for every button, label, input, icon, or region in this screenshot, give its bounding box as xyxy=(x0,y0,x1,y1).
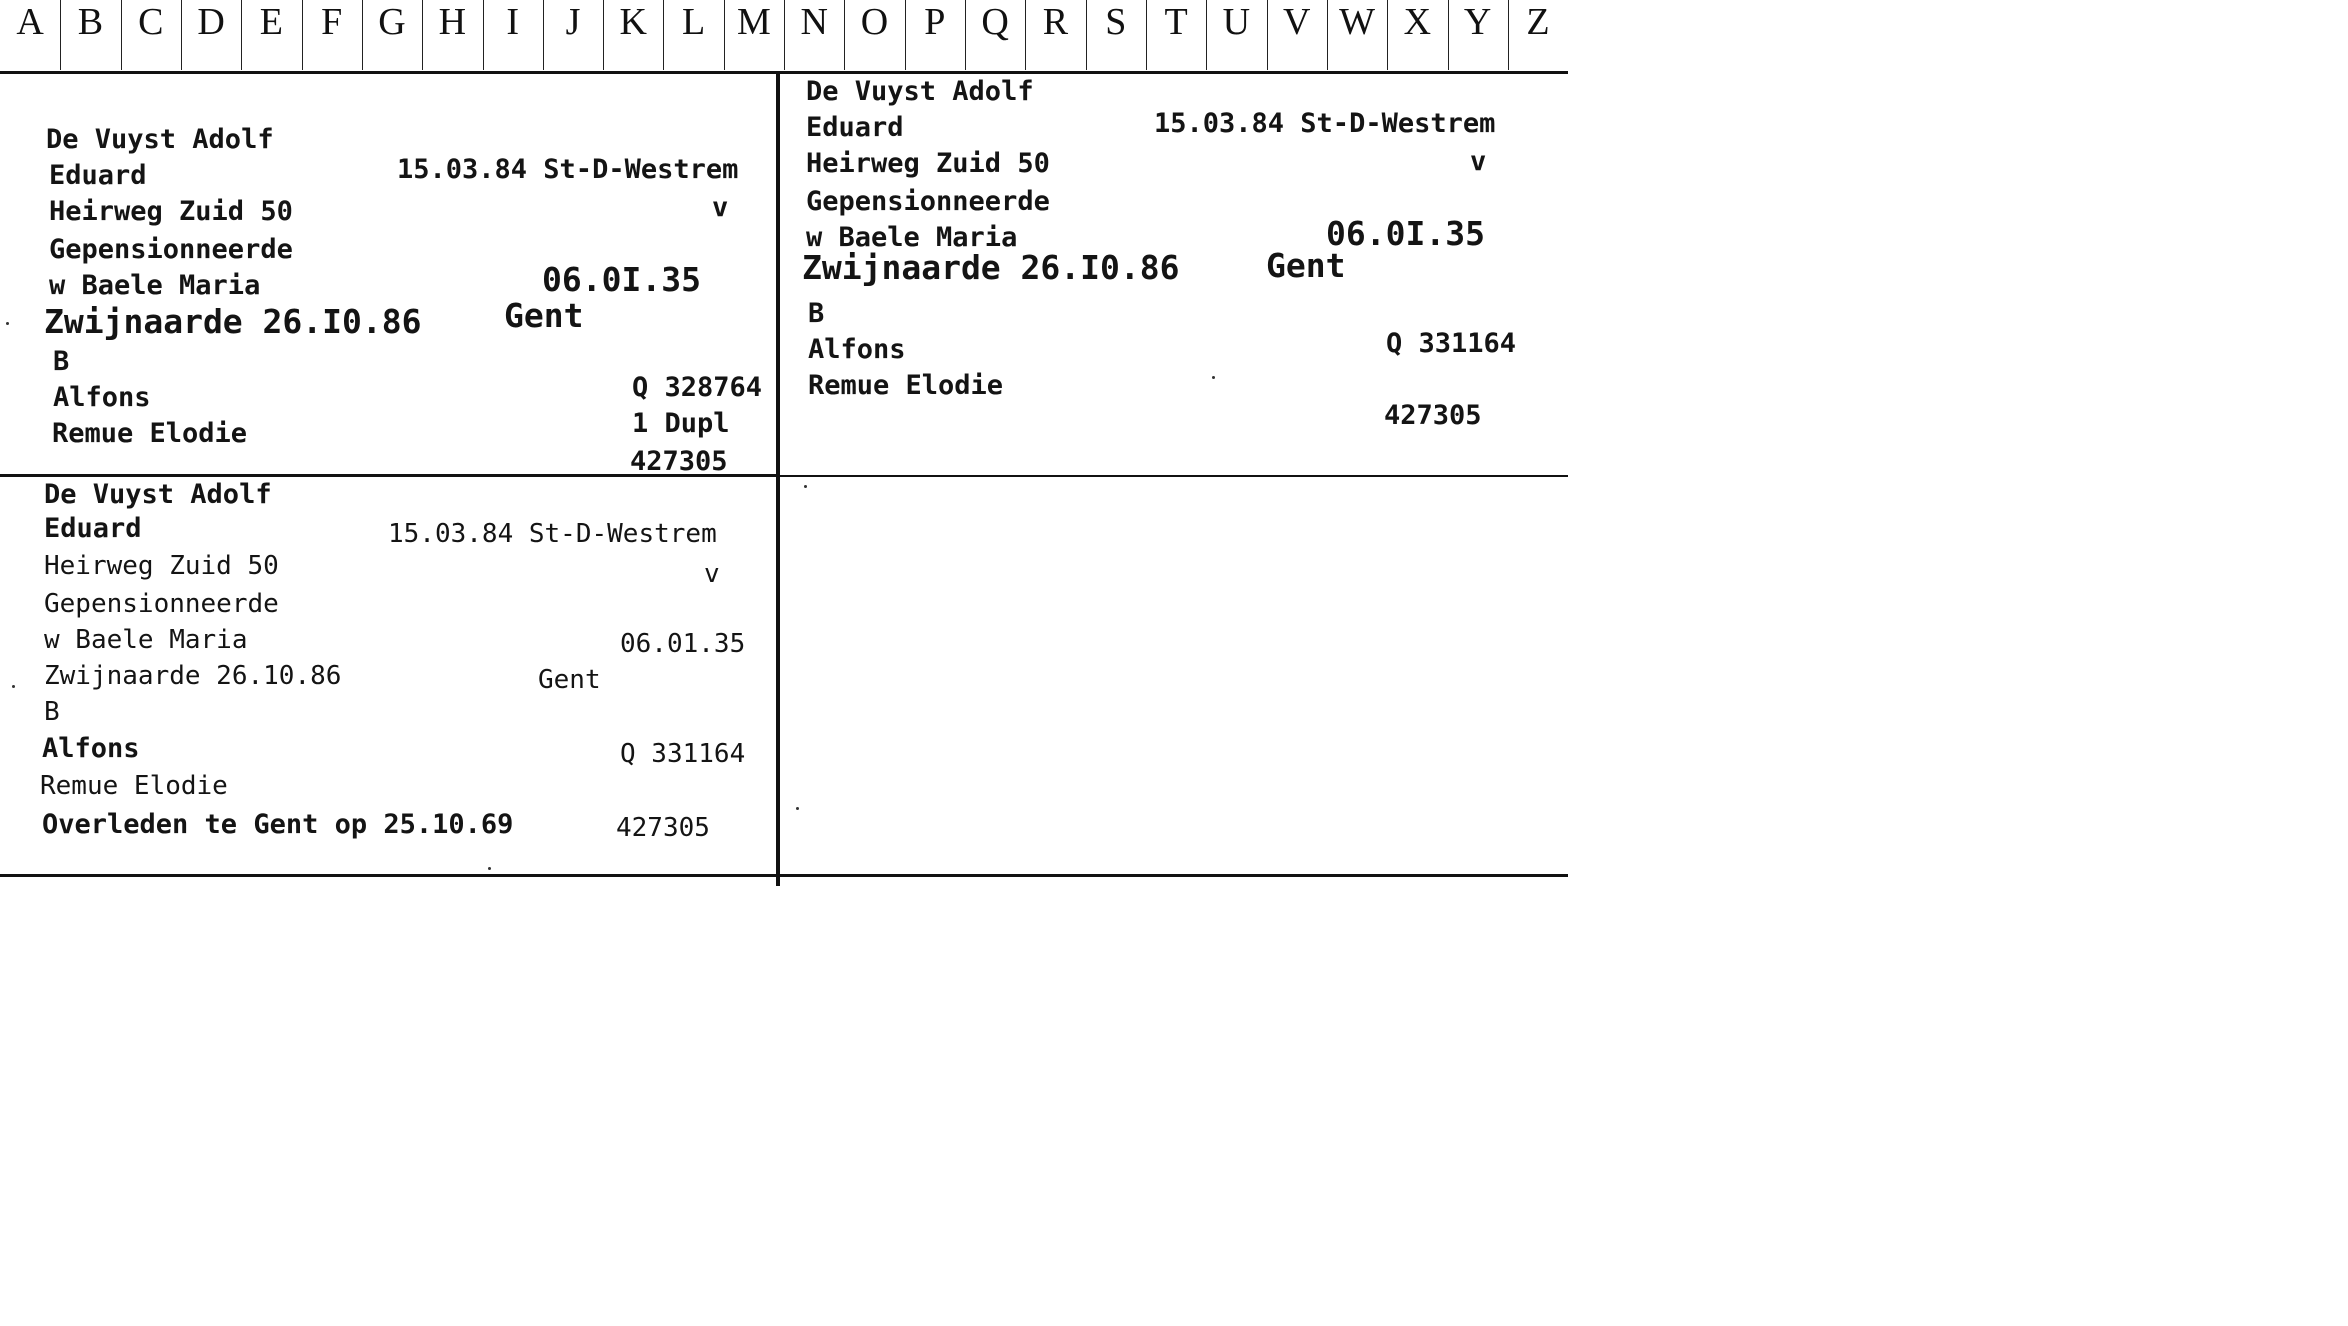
index-letter: J xyxy=(543,0,603,50)
card-marker: v xyxy=(704,559,720,589)
card-date-right: 06.01.35 xyxy=(620,629,746,659)
card-firstname: Eduard xyxy=(49,160,147,191)
card-ref: Q 331164 xyxy=(620,739,746,769)
index-letter: K xyxy=(603,0,663,50)
index-letter: B xyxy=(60,0,120,50)
card-occupation: Gepensionneerde xyxy=(806,186,1050,217)
card-occupation: Gepensionneerde xyxy=(44,589,279,619)
index-letter: M xyxy=(724,0,784,50)
record-card-top-right xyxy=(780,74,1568,474)
card-ref: Q 328764 xyxy=(632,372,763,403)
index-letter: Q xyxy=(965,0,1025,50)
card-letter: B xyxy=(53,346,70,377)
card-father: Alfons xyxy=(808,334,906,365)
card-marker: v xyxy=(712,192,729,223)
index-letter: D xyxy=(181,0,241,50)
index-letter: A xyxy=(16,1,44,43)
card-number: 427305 xyxy=(630,446,728,477)
card-ref: Q 331164 xyxy=(1386,328,1517,359)
card-dupl: 1 Dupl xyxy=(632,408,730,439)
card-firstname: Eduard xyxy=(806,112,904,143)
card-marriage: Zwijnaarde 26.I0.86 xyxy=(802,248,1180,287)
card-death-note: Overleden te Gent op 25.10.69 xyxy=(42,809,514,840)
card-number: 427305 xyxy=(616,813,710,843)
card-firstname: Eduard xyxy=(44,513,142,544)
card-birth: 15.03.84 St-D-Westrem xyxy=(397,154,739,185)
card-marriage: Zwijnaarde 26.10.86 xyxy=(44,661,342,691)
index-letter: U xyxy=(1206,0,1266,50)
card-letter: B xyxy=(44,697,60,727)
index-letter: T xyxy=(1146,0,1206,50)
index-letter: L xyxy=(663,0,723,50)
index-letter: N xyxy=(784,0,844,50)
index-letter: E xyxy=(241,0,301,50)
card-city: Gent xyxy=(1266,246,1346,285)
ink-speck xyxy=(804,485,807,488)
index-letter: C xyxy=(121,0,181,50)
index-letter: P xyxy=(905,0,965,50)
ink-speck xyxy=(1212,376,1215,379)
index-letter: F xyxy=(302,0,362,50)
card-mother: Remue Elodie xyxy=(40,771,228,801)
card-name: De Vuyst Adolf xyxy=(44,479,272,510)
empty-card-bottom-right xyxy=(780,477,1568,874)
card-marriage: Zwijnaarde 26.I0.86 xyxy=(44,302,422,341)
alphabet-index xyxy=(0,0,1568,50)
card-mother: Remue Elodie xyxy=(808,370,1004,401)
index-letter: Z xyxy=(1508,0,1568,50)
card-occupation: Gepensionneerde xyxy=(49,234,293,265)
record-card-bottom-left xyxy=(0,477,776,874)
card-spouse: w Baele Maria xyxy=(44,625,248,655)
ink-speck xyxy=(6,322,9,325)
index-letter: S xyxy=(1086,0,1146,50)
card-date-right: 06.0I.35 xyxy=(1326,214,1485,253)
index-letter: O xyxy=(844,0,904,50)
card-birth: 15.03.84 St-D-Westrem xyxy=(1154,108,1496,139)
index-letter: I xyxy=(483,0,543,50)
record-card-top-left xyxy=(0,74,776,477)
index-letter: G xyxy=(362,0,422,50)
card-mother: Remue Elodie xyxy=(52,418,248,449)
index-letter: W xyxy=(1327,0,1387,50)
card-address: Heirweg Zuid 50 xyxy=(806,148,1050,179)
index-letter: H xyxy=(422,0,482,50)
card-father: Alfons xyxy=(53,382,151,413)
card-name: De Vuyst Adolf xyxy=(46,124,274,155)
card-father: Alfons xyxy=(42,733,140,764)
card-city: Gent xyxy=(504,296,584,335)
ink-speck xyxy=(12,685,15,688)
card-address: Heirweg Zuid 50 xyxy=(44,551,279,581)
card-number: 427305 xyxy=(1384,400,1482,431)
card-city: Gent xyxy=(538,665,601,695)
index-letter: V xyxy=(1267,0,1327,50)
card-letter: B xyxy=(808,298,825,329)
card-address: Heirweg Zuid 50 xyxy=(49,196,293,227)
index-letter: Y xyxy=(1448,0,1508,50)
ink-speck xyxy=(796,807,799,810)
card-spouse: w Baele Maria xyxy=(49,270,261,301)
card-marker: v xyxy=(1470,146,1487,177)
card-name: De Vuyst Adolf xyxy=(806,76,1034,107)
bottom-rule xyxy=(0,874,1568,877)
index-letter: R xyxy=(1025,0,1085,50)
card-spouse: w Baele Maria xyxy=(806,222,1018,253)
card-date-right: 06.0I.35 xyxy=(542,260,701,299)
index-letter: X xyxy=(1387,0,1447,50)
card-birth: 15.03.84 St-D-Westrem xyxy=(388,519,717,549)
ink-speck xyxy=(488,867,491,870)
